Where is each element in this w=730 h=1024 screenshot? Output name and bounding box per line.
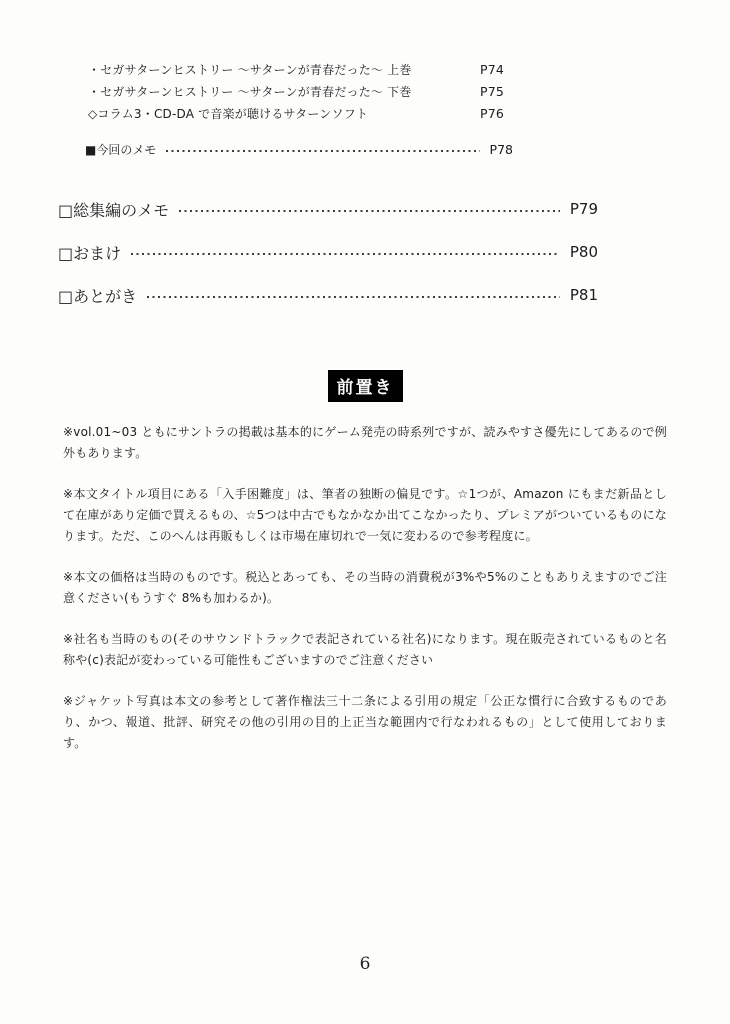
toc-item-label: ◇コラム3・CD-DA で音楽が聴けるサターンソフト — [88, 106, 369, 121]
toc-item-label: □おまけ — [58, 243, 122, 263]
toc-item-label: □あとがき — [58, 286, 138, 306]
toc-item-label: □総集編のメモ — [58, 200, 170, 220]
toc-page-number: P74 — [480, 61, 505, 77]
section-title-preface: 前置き — [328, 370, 403, 402]
toc-item — [58, 282, 598, 308]
preface-body — [63, 422, 667, 754]
dotted-leader — [179, 210, 560, 212]
preface-paragraph: ※本文タイトル項目にある「入手困難度」は、筆者の独断の偏見です。☆1つが、Amazon にもまだ新品として在庫があり定価で買えるもの、☆5つは中古でもなかなか出てこなかったり、プレミアがついているものになります。ただ、このへんは再販もしくは市場在庫切れで一気に変わるので参考程度に。 — [63, 487, 667, 543]
preface-paragraph: ※社名も当時のもの(そのサウンドトラックで表記されている社名)になります。現在販売されているものと名称や(c)表記が変わっている可能性もございますのでご注意ください — [63, 632, 667, 667]
toc-page-number: P79 — [569, 200, 598, 218]
preface-paragraph: ※ジャケット写真は本文の参考として著作権法三十二条による引用の規定「公正な慣行に合致するものであり、かつ、報道、批評、研究その他の引用の目的上正当な範囲内で行なわれるもの」として使用しております。 — [63, 694, 667, 750]
toc-small-section — [0, 0, 730, 158]
toc-item — [88, 102, 730, 124]
toc-item-label: ■今回のメモ — [85, 143, 157, 157]
toc-item-memo — [85, 141, 513, 158]
toc-page-number: P75 — [480, 83, 505, 99]
dotted-leader — [131, 253, 560, 255]
toc-item — [88, 58, 730, 80]
toc-page-number: P76 — [480, 105, 505, 121]
toc-page-number: P81 — [569, 286, 598, 304]
toc-large-section — [0, 196, 730, 308]
dotted-leader — [166, 150, 479, 152]
toc-item — [58, 239, 598, 265]
page-number: 6 — [359, 954, 371, 974]
toc-page-number: P78 — [489, 142, 513, 157]
toc-item-label: ・セガサターンヒストリー 〜サターンが青春だった〜 上巻 — [88, 62, 412, 77]
preface-paragraph: ※本文の価格は当時のものです。税込とあっても、その当時の消費税が3%や5%のこともありえますのでご注意ください(もうすぐ 8%も加わるか)。 — [63, 570, 667, 605]
toc-page-number: P80 — [569, 243, 598, 261]
preface-paragraph: ※vol.01~03 ともにサントラの掲載は基本的にゲーム発売の時系列ですが、読みやすさ優先にしてあるので例外もあります。 — [63, 425, 667, 460]
toc-item-label: ・セガサターンヒストリー 〜サターンが青春だった〜 下巻 — [88, 84, 412, 99]
toc-item — [88, 80, 730, 102]
section-header — [0, 370, 730, 402]
toc-item — [58, 196, 598, 222]
dotted-leader — [147, 296, 560, 298]
